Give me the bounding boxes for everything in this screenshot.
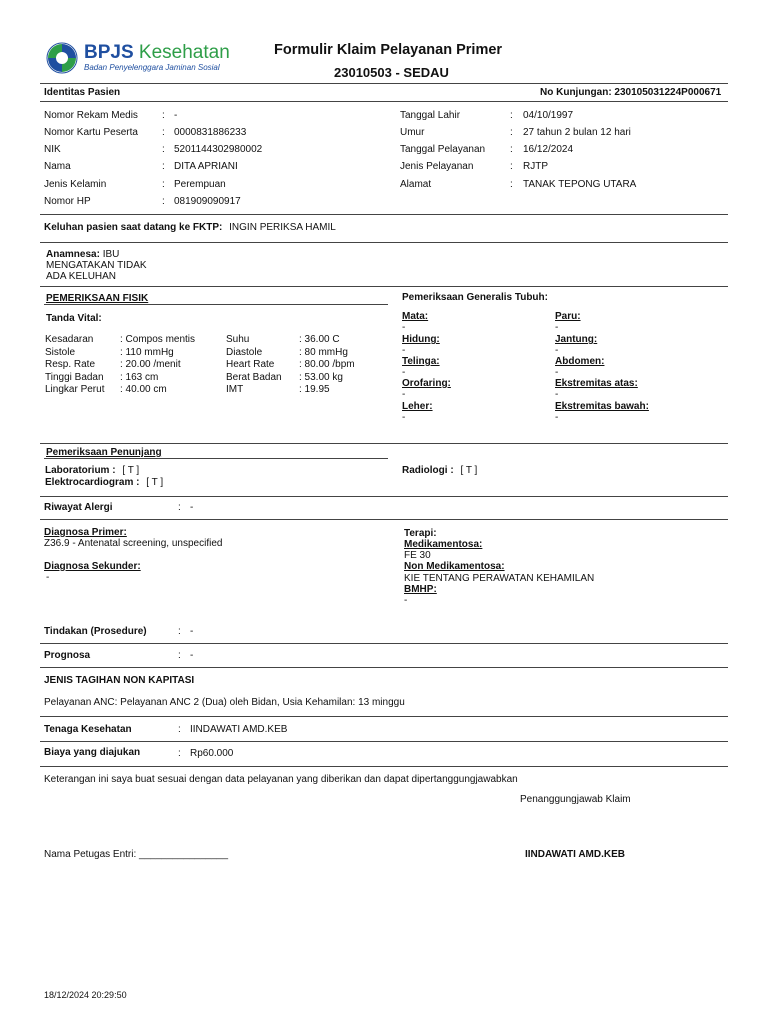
id-colon: : (162, 161, 165, 172)
generalis-value: - (555, 412, 559, 423)
diagnosa-sekunder-value: - (46, 572, 50, 583)
id-value: DITA APRIANI (174, 161, 238, 172)
id-label: Jenis Pelayanan (400, 161, 474, 172)
vital-value: : 40.00 cm (120, 384, 167, 395)
id-value: TANAK TEPONG UTARA (523, 179, 637, 190)
id-label: Umur (400, 127, 425, 138)
id-colon: : (510, 144, 513, 155)
vital-label: Tinggi Badan (45, 372, 104, 383)
id-colon: : (162, 144, 165, 155)
diagnosa-primer-label: Diagnosa Primer: (44, 527, 127, 538)
anamnesa-label: Anamnesa: (46, 249, 100, 260)
id-colon: : (162, 179, 165, 190)
id-value: - (174, 110, 178, 121)
vital-value: : 163 cm (120, 372, 159, 383)
tenaga-colon: : (178, 724, 181, 735)
generalis-label: Abdomen: (555, 356, 605, 367)
divider (40, 286, 728, 287)
biaya-value: Rp60.000 (190, 748, 234, 759)
generalis-value: - (402, 322, 406, 333)
generalis-value: - (402, 389, 406, 400)
id-label: Nama (44, 161, 71, 172)
keluhan-label: Keluhan pasien saat datang ke FKTP: (44, 222, 223, 233)
generalis-label: Hidung: (402, 334, 440, 345)
print-timestamp: 18/12/2024 20:29:50 (44, 990, 127, 1000)
id-label: Nomor Rekam Medis (44, 110, 138, 121)
form-title: Formulir Klaim Pelayanan Primer (274, 42, 503, 58)
petugas-entri: Nama Petugas Entri: ________________ (44, 849, 229, 860)
id-colon: : (510, 127, 513, 138)
id-label: Jenis Kelamin (44, 179, 107, 190)
vital-value: : 20.00 /menit (120, 359, 181, 370)
generalis-label: Ekstremitas bawah: (555, 401, 649, 412)
divider (40, 214, 728, 215)
bpjs-logo (46, 42, 230, 76)
generalis-value: - (402, 367, 406, 378)
tagihan-detail: Pelayanan ANC: Pelayanan ANC 2 (Dua) oleh Bidan, Usia Kehamilan: 13 minggu (44, 697, 405, 708)
generalis-label: Ekstremitas atas: (555, 378, 638, 389)
id-value: 5201144302980002 (174, 144, 263, 155)
id-value: 16/12/2024 (523, 144, 574, 155)
id-value: 0000831886233 (174, 127, 247, 138)
vital-value: : 53.00 kg (299, 372, 343, 383)
divider (40, 496, 728, 497)
medikamentosa-value: FE 30 (404, 550, 431, 561)
generalis-value: - (402, 345, 406, 356)
divider (40, 716, 728, 717)
vital-label: Kesadaran (45, 334, 94, 345)
tagihan-heading: JENIS TAGIHAN NON KAPITASI (44, 675, 195, 686)
divider (40, 101, 728, 102)
alergi-value: - (190, 502, 194, 513)
generalis-value: - (402, 412, 406, 423)
generalis-value: - (555, 322, 559, 333)
id-colon: : (162, 110, 165, 121)
lab-value: [ T ] (122, 465, 140, 476)
bpjs-emblem-icon (46, 42, 78, 74)
id-value: 27 tahun 2 bulan 12 hari (523, 127, 631, 138)
no-kunjungan: No Kunjungan: 230105031224P000671 (540, 87, 722, 98)
alergi-colon: : (178, 502, 181, 513)
divider-short (44, 304, 388, 305)
id-colon: : (510, 110, 513, 121)
brand-bpjs: BPJS (84, 42, 134, 63)
divider (40, 741, 728, 742)
penanggung-label: Penanggungjawab Klaim (520, 794, 631, 805)
lab-label: Laboratorium : (45, 465, 116, 476)
diagnosa-primer-value: Z36.9 - Antenatal screening, unspecified (44, 538, 223, 549)
generalis-label: Orofaring: (402, 378, 451, 389)
prognosa-value: - (190, 650, 194, 661)
anamnesa-line: ADA KELUHAN (46, 271, 117, 282)
tindakan-colon: : (178, 626, 181, 637)
vital-label: Berat Badan (226, 372, 282, 383)
vital-label: IMT (226, 384, 244, 395)
divider-short (44, 458, 388, 459)
ekg-value: [ T ] (146, 477, 164, 488)
id-colon: : (162, 196, 165, 207)
divider (40, 766, 728, 767)
prognosa-colon: : (178, 650, 181, 661)
id-label: Tanggal Pelayanan (400, 144, 486, 155)
vital-label: Sistole (45, 347, 76, 358)
vital-label: Suhu (226, 334, 250, 345)
non-medikamentosa-label: Non Medikamentosa: (404, 561, 505, 572)
radiologi-value: [ T ] (460, 465, 478, 476)
id-label: Tanggal Lahir (400, 110, 461, 121)
id-colon: : (162, 127, 165, 138)
generalis-value: - (555, 345, 559, 356)
divider (40, 83, 728, 84)
lab-row (45, 465, 139, 476)
divider (40, 643, 728, 644)
medikamentosa-label: Medikamentosa: (404, 539, 483, 550)
biaya-colon: : (178, 748, 181, 759)
terapi-label: Terapi: (404, 528, 437, 539)
prognosa-label: Prognosa (44, 650, 91, 661)
tindakan-value: - (190, 626, 194, 637)
vital-value: : 80.00 /bpm (299, 359, 355, 370)
generalis-value: - (555, 367, 559, 378)
id-label: Nomor HP (44, 196, 91, 207)
diagnosa-sekunder-label: Diagnosa Sekunder: (44, 561, 141, 572)
keluhan-row (44, 222, 336, 233)
id-label: NIK (44, 144, 61, 155)
tenaga-value: IINDAWATI AMD.KEB (190, 724, 288, 735)
ekg-row (45, 477, 163, 488)
ekg-label: Elektrocardiogram : (45, 477, 140, 488)
id-value: RJTP (523, 161, 548, 172)
vital-value: : 19.95 (299, 384, 330, 395)
anamnesa-line: IBU (102, 249, 120, 260)
pemeriksaan-fisik-heading: PEMERIKSAAN FISIK (46, 293, 149, 304)
alergi-label: Riwayat Alergi (44, 502, 113, 513)
tanda-vital-heading: Tanda Vital: (46, 313, 102, 324)
vital-value: : 36.00 C (299, 334, 340, 345)
anamnesa-block (46, 249, 147, 282)
keluhan-value: INGIN PERIKSA HAMIL (229, 222, 336, 233)
form-subtitle: 23010503 - SEDAU (334, 65, 449, 80)
brand-kesehatan: Kesehatan (138, 42, 230, 63)
brand-subtitle: Badan Penyelenggara Jaminan Sosial (84, 63, 220, 72)
radiologi-label: Radiologi : (402, 465, 454, 476)
generalis-label: Leher: (402, 401, 433, 412)
identitas-heading: Identitas Pasien (44, 87, 121, 98)
keterangan: Keterangan ini saya buat sesuai dengan data pelayanan yang diberikan dan dapat dipertanggungjawabkan (44, 774, 518, 785)
id-value: 04/10/1997 (523, 110, 574, 121)
id-value: Perempuan (174, 179, 226, 190)
generalis-label: Paru: (555, 311, 581, 322)
non-medikamentosa-value: KIE TENTANG PERAWATAN KEHAMILAN (404, 573, 595, 584)
id-colon: : (510, 179, 513, 190)
vital-label: Diastole (226, 347, 263, 358)
id-colon: : (510, 161, 513, 172)
penunjang-heading: Pemeriksaan Penunjang (46, 447, 162, 458)
signer-name: IINDAWATI AMD.KEB (525, 849, 625, 860)
vital-value: : 110 mmHg (120, 347, 174, 358)
radiologi-row (402, 465, 477, 476)
vital-label: Resp. Rate (45, 359, 96, 370)
generalis-value: - (555, 389, 559, 400)
tindakan-label: Tindakan (Prosedure) (44, 626, 147, 637)
generalis-label: Mata: (402, 311, 429, 322)
divider (40, 519, 728, 520)
generalis-heading: Pemeriksaan Generalis Tubuh: (402, 292, 548, 303)
generalis-label: Jantung: (555, 334, 598, 345)
divider (40, 242, 728, 243)
divider (40, 667, 728, 668)
id-label: Nomor Kartu Peserta (44, 127, 138, 138)
biaya-label: Biaya yang diajukan (44, 747, 141, 758)
vital-label: Lingkar Perut (45, 384, 105, 395)
bmhp-value: - (404, 595, 408, 606)
generalis-label: Telinga: (402, 356, 440, 367)
tenaga-label: Tenaga Kesehatan (44, 724, 132, 735)
vital-value: : 80 mmHg (299, 347, 348, 358)
anamnesa-line: MENGATAKAN TIDAK (46, 260, 147, 271)
divider (40, 443, 728, 444)
bmhp-label: BMHP: (404, 584, 437, 595)
id-value: 081909090917 (174, 196, 241, 207)
id-label: Alamat (400, 179, 432, 190)
vital-label: Heart Rate (226, 359, 275, 370)
vital-value: : Compos mentis (120, 334, 196, 345)
